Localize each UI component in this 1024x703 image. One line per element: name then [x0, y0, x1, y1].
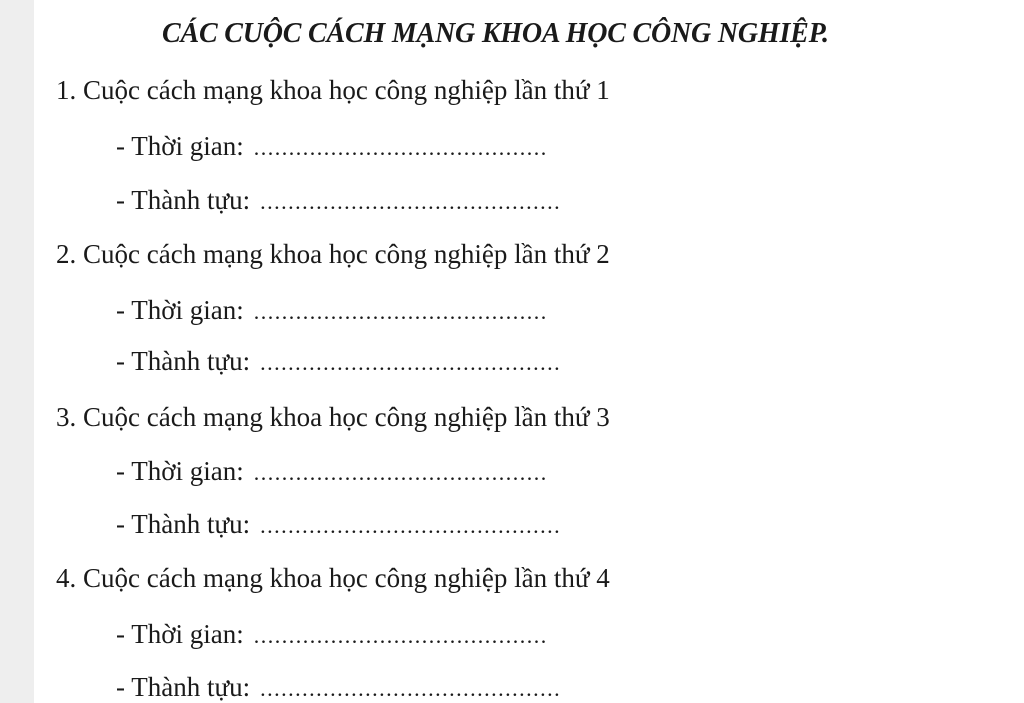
time-answer-blank: ..........................................: [253, 135, 548, 160]
achievement-label: - Thành tựu:: [116, 672, 251, 702]
section-heading-4: 4. Cuộc cách mạng khoa học công nghiệp lần thứ 4: [56, 563, 610, 593]
document-page: [34, 0, 1024, 703]
time-label: - Thời gian:: [116, 295, 244, 325]
achievement-label: - Thành tựu:: [116, 185, 251, 215]
time-label: - Thời gian:: [116, 131, 244, 161]
section-heading-1: 1. Cuộc cách mạng khoa học công nghiệp lần thứ 1: [56, 75, 610, 105]
achievement-answer-blank: ...........................................: [260, 189, 562, 214]
section-1-achievement: [116, 185, 561, 216]
section-4-time: [116, 619, 548, 650]
section-2-achievement: [116, 346, 561, 377]
time-answer-blank: ..........................................: [253, 299, 548, 324]
section-1-time: [116, 131, 548, 162]
section-4-achievement: [116, 672, 561, 703]
time-label: - Thời gian:: [116, 619, 244, 649]
time-answer-blank: ..........................................: [253, 623, 548, 648]
time-answer-blank: ..........................................: [253, 460, 548, 485]
achievement-answer-blank: ...........................................: [260, 513, 562, 538]
section-3-time: [116, 456, 548, 487]
section-2-time: [116, 295, 548, 326]
section-heading-2: 2. Cuộc cách mạng khoa học công nghiệp lần thứ 2: [56, 239, 610, 269]
section-heading-3: 3. Cuộc cách mạng khoa học công nghiệp lần thứ 3: [56, 402, 610, 432]
section-3-achievement: [116, 509, 561, 540]
time-label: - Thời gian:: [116, 456, 244, 486]
achievement-label: - Thành tựu:: [116, 509, 251, 539]
document-title: CÁC CUỘC CÁCH MẠNG KHOA HỌC CÔNG NGHIỆP.: [162, 18, 829, 49]
achievement-label: - Thành tựu:: [116, 346, 251, 376]
achievement-answer-blank: ...........................................: [260, 676, 562, 701]
achievement-answer-blank: ...........................................: [260, 350, 562, 375]
